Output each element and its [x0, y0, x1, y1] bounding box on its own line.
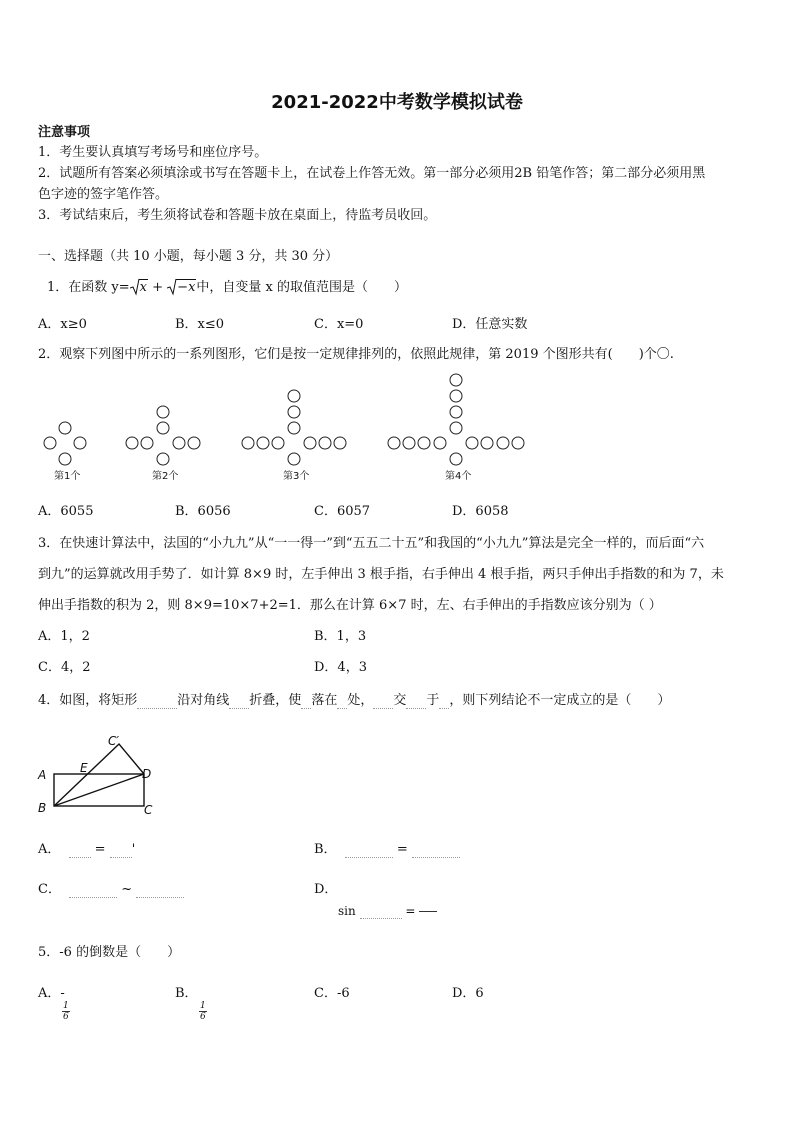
q1-plus: + [152, 280, 164, 295]
pattern-circle [288, 453, 300, 465]
pattern-circle [44, 437, 56, 449]
pattern-circle [388, 437, 400, 449]
label-c: C [144, 803, 153, 817]
pattern-circle [304, 437, 316, 449]
pattern-circle [334, 437, 346, 449]
notice-item-2: 2．试题所有答案必须填涂或书写在答题卡上，在试卷上作答无效。第一部分必须用2B 铅笔作答；第二部分必须用黑 [38, 166, 706, 181]
pattern-circle [272, 437, 284, 449]
q3-option-d[interactable]: D．4，3 [314, 660, 367, 675]
pattern-circle [188, 437, 200, 449]
fraction: $\frac{1}{6}$ [63, 1001, 69, 1022]
q1-option-d[interactable]: D．任意实数 [452, 317, 528, 332]
fraction [419, 901, 437, 922]
pattern-circle [74, 437, 86, 449]
missing-symbol [406, 693, 426, 709]
missing-symbol [439, 693, 449, 709]
q2-option-a[interactable]: A．6055 [38, 504, 94, 519]
question-5-stem: 5．-6 的倒数是（ ） [38, 945, 181, 960]
q2-option-d[interactable]: D．6058 [452, 504, 509, 519]
missing-symbol [137, 693, 177, 709]
label-e: E [80, 761, 88, 775]
q4-option-c[interactable]: C． ~ [38, 878, 184, 898]
q3-option-c[interactable]: C．4，2 [38, 660, 91, 675]
notice-heading: 注意事项 [38, 125, 91, 140]
pattern-circle [288, 390, 300, 402]
pattern-circle [450, 453, 462, 465]
missing-symbol [301, 693, 311, 709]
radical-sign-icon [130, 278, 140, 296]
q1-prefix: 1．在函数 y= [47, 280, 130, 295]
radical-sign-icon [167, 278, 177, 296]
question-3-line-3: 伸出手指数的积为 2，则 8×9=10×7+2=1．那么在计算 6×7 时，左、右手伸出的手指数应该分别为（ ） [38, 598, 662, 613]
label-d: D [142, 767, 152, 781]
pattern-circle [157, 453, 169, 465]
pattern-circle [288, 406, 300, 418]
question-3-line-2: 到九”的运算就改用手势了．如计算 8×9 时，左手伸出 3 根手指，右手伸出 4 根手指，两只手伸出手指数的和为 7，未 [38, 567, 724, 582]
missing-symbol [373, 693, 393, 709]
figure-label-2: 第2个 [152, 471, 179, 482]
page-title: 2021-2022中考数学模拟试卷 [271, 92, 523, 113]
pattern-circle [59, 422, 71, 434]
pattern-circle [403, 437, 415, 449]
q5-option-d[interactable]: D．6 [452, 986, 484, 1001]
pattern-circle [450, 374, 462, 386]
q3-option-a[interactable]: A．1，2 [38, 629, 90, 644]
q4-option-b[interactable]: B． = [314, 838, 460, 858]
question-1-stem [47, 276, 407, 295]
pattern-circle [450, 406, 462, 418]
q4-option-a[interactable]: A． = ' [38, 842, 136, 857]
pattern-circle [434, 437, 446, 449]
diagonal-bd [54, 774, 144, 806]
q4-option-d[interactable]: D． sin = [314, 878, 413, 918]
label-b: B [38, 801, 47, 815]
missing-symbol [229, 693, 249, 709]
fraction: $\frac{1}{6}$ [200, 1001, 206, 1022]
pattern-circle [481, 437, 493, 449]
q1-option-c[interactable]: C．x=0 [314, 317, 364, 332]
pattern-circle [126, 437, 138, 449]
missing-symbol [337, 693, 347, 709]
q1-radical-2: −x [167, 280, 196, 295]
circle-pattern-figure [36, 368, 536, 488]
pattern-circle [141, 437, 153, 449]
figure-label-1: 第1个 [54, 471, 81, 482]
pattern-circle [157, 406, 169, 418]
label-c-prime: C′ [108, 734, 120, 748]
pattern-circle [59, 453, 71, 465]
figure-label-3: 第3个 [283, 471, 310, 482]
pattern-circle [242, 437, 254, 449]
notice-item-2-cont: 色字迹的签字笔作答。 [38, 187, 169, 202]
question-2-stem: 2．观察下列图中所示的一系列图形，它们是按一定规律排列的，依照此规律，第 2019 个图形共有( )个〇. [38, 347, 674, 362]
q1-option-b[interactable]: B．x≤0 [175, 317, 225, 332]
pattern-circle [173, 437, 185, 449]
question-4-stem: 4．如图，将矩形 沿对角线 折叠，使 落在 处， 交 于 ，则下列结论不一定成立的是（ ） [38, 693, 671, 708]
label-a: A [38, 768, 47, 782]
q1-suffix: 中，自变量 x 的取值范围是（ ） [196, 280, 408, 295]
q3-option-b[interactable]: B．1，3 [314, 629, 367, 644]
pattern-circle [288, 422, 300, 434]
folded-rectangle-figure [34, 732, 164, 820]
q5-option-a[interactable]: A．- $\frac{1}{6}$ [38, 986, 69, 1022]
pattern-circle [512, 437, 524, 449]
notice-item-1: 1．考生要认真填写考场号和座位序号。 [38, 145, 268, 160]
q2-option-c[interactable]: C．6057 [314, 504, 371, 519]
q2-option-b[interactable]: B．6056 [175, 504, 231, 519]
q1-radical-1: x [130, 280, 148, 295]
pattern-circle [257, 437, 269, 449]
question-3-line-1: 3．在快速计算法中，法国的“小九九”从“一一得一”到“五五二十五”和我国的“小九九”算法是完全一样的，而后面“六 [38, 536, 705, 551]
pattern-circle [157, 422, 169, 434]
figure-label-4: 第4个 [445, 471, 472, 482]
pattern-circle [319, 437, 331, 449]
folded-triangle [54, 744, 144, 806]
q1-option-a[interactable]: A．x≥0 [38, 317, 87, 332]
q5-option-b[interactable]: B． $\frac{1}{6}$ [175, 986, 206, 1022]
section-heading: 一、选择题（共 10 小题，每小题 3 分，共 30 分） [38, 249, 339, 264]
notice-item-3: 3．考试结束后，考生须将试卷和答题卡放在桌面上，待监考员收回。 [38, 208, 437, 223]
pattern-circle [418, 437, 430, 449]
q5-option-c[interactable]: C．-6 [314, 986, 350, 1001]
pattern-circle [450, 422, 462, 434]
pattern-circle [450, 390, 462, 402]
pattern-circle [497, 437, 509, 449]
pattern-circle [466, 437, 478, 449]
